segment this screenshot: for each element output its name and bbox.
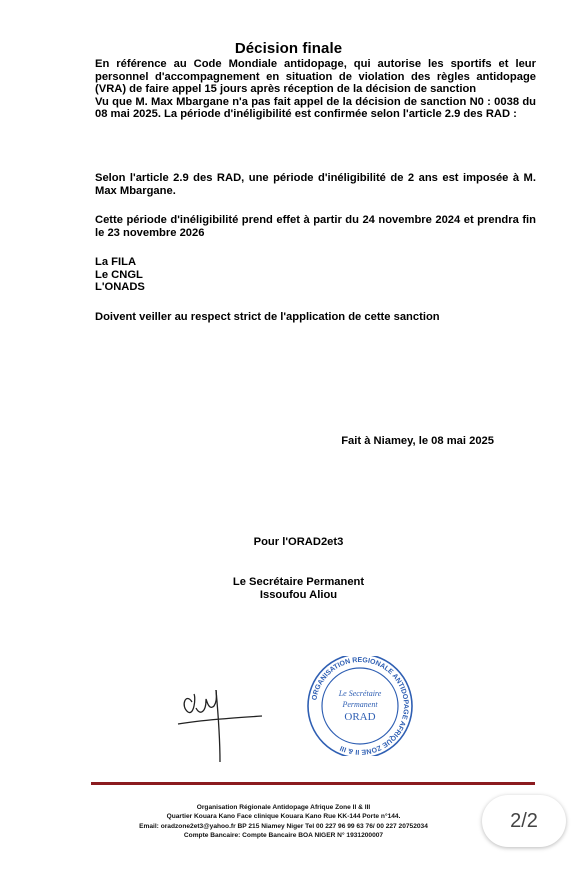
paragraph-2-text: Vu que M. Max Mbargane n'a pas fait appel de la décision de sanction N0 : 0038 du 08 mai 2025. La période d'inéligibilité est confirmée selon l'article 2.9 des RAD : xyxy=(95,95,536,121)
paragraph-enforcement xyxy=(95,311,536,324)
footer-bank: Compte Bancaire: Compte Bancaire BOA NIGER N° 1931200007 xyxy=(183,832,384,839)
recipients-list xyxy=(95,256,536,294)
signatory-title: Le Secrétaire Permanent xyxy=(232,576,365,588)
stamp-inner-line-2: Permanent xyxy=(342,700,378,709)
handwritten-signature xyxy=(172,672,272,767)
paragraph-reference xyxy=(95,58,536,121)
place-date: Fait à Niamey, le 08 mai 2025 xyxy=(341,435,494,447)
recipient-item: Le CNGL xyxy=(95,268,143,281)
paragraph-5-text: Doivent veiller au respect strict de l'application de cette sanction xyxy=(95,311,440,323)
for-organisation: Pour l'ORAD2et3 xyxy=(253,536,344,548)
recipient-item: La FILA xyxy=(95,256,137,268)
footer-org-name: Organisation Régionale Antidopage Afrique Zone II & III xyxy=(196,804,371,811)
recipient-item: L'ONADS xyxy=(95,281,145,294)
orad-stamp xyxy=(300,656,420,756)
stamp-inner-line-3: ORAD xyxy=(344,711,376,723)
stamp-inner-line-1: Le Secrétaire xyxy=(338,689,382,698)
paragraph-3-text: Selon l'article 2.9 des RAD, une période d'inéligibilité de 2 ans est imposée à M. Max Mbargane. xyxy=(95,172,536,197)
paragraph-article xyxy=(95,172,536,197)
signatory-name: Issoufou Aliou xyxy=(259,589,338,601)
footer-contact: Email: oradzone2et3@yahoo.fr BP 215 Niamey Niger Tel 00 227 96 99 63 76/ 00 227 20752034 xyxy=(139,823,428,830)
stamp-outer-text: ORGANISATION REGIONALE ANTIDOPAGE AFRIQUE ZONE II & III xyxy=(311,656,410,756)
footer-divider xyxy=(91,782,535,785)
paragraph-4-text: Cette période d'inéligibilité prend effet à partir du 24 novembre 2024 et prendra fin le 23 novembre 2026 xyxy=(95,214,536,239)
paragraph-1-text: En référence au Code Mondiale antidopage, qui autorise les sportifs et leur personnel d'accompagnement en situation de violation des règles antidopage (VRA) de faire appel 15 jours après réception de la décision de sanction xyxy=(95,58,536,96)
page-indicator[interactable]: 2/2 xyxy=(482,795,566,847)
paragraph-period xyxy=(95,214,536,239)
document-title: Décision finale xyxy=(234,40,343,57)
footer-address: Quartier Kouara Kano Face clinique Kouara Kano Rue KK-144 Porte n°144. xyxy=(166,813,401,820)
